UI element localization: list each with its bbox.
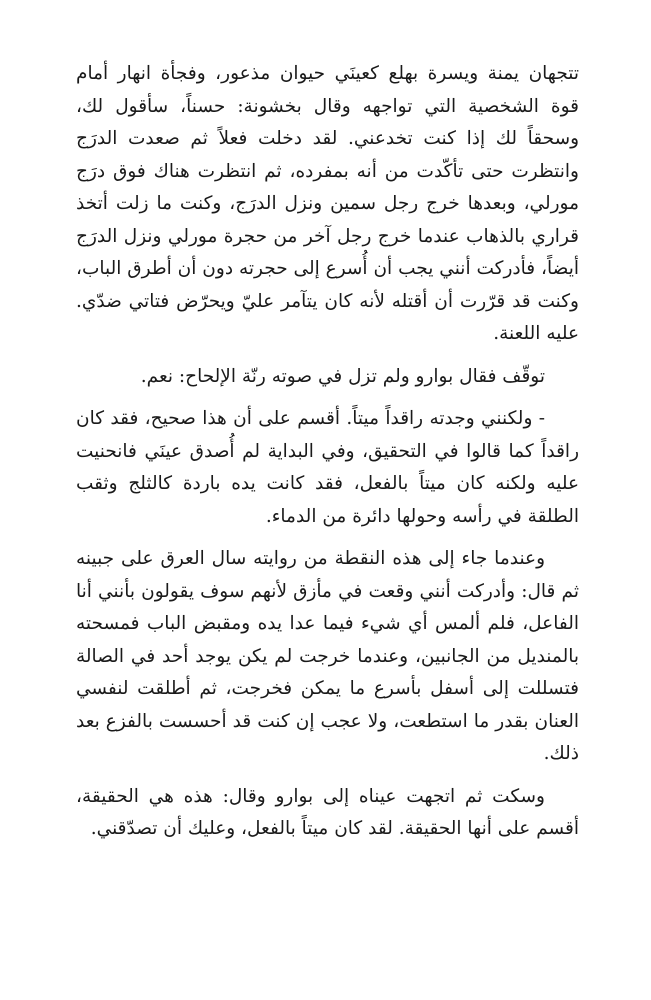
paragraph-5: وسكت ثم اتجهت عيناه إلى بوارو وقال: هذه هي الحقيقة، أقسم على أنها الحقيقة. لقد كان ميتاً بالفعل، وعليك أن تصدّقني. bbox=[76, 785, 579, 839]
paragraph-4: وعندما جاء إلى هذه النقطة من روايته سال العرق على جبينه ثم قال: وأدركت أنني وقعت في مأزق لأنهم سوف يقولون بأنني أنا الفاعل، فلم ألمس أي شيء فيما عدا يده ومقبض الباب فمسحته بالمنديل من الجانبين، وعندما خرجت لم يكن يوجد أحد في الصالة فتسللت إلى أسفل بأسرع ما يمكن فخرجت، ثم أطلقت لنفسي العنان بقدر ما استطعت، ولا عجب إن كنت قد أحسست بالفزع بعد ذلك. bbox=[76, 548, 579, 764]
paragraph-2: توقّف فقال بوارو ولم تزل في صوته رنّة الإلحاح: نعم. bbox=[140, 365, 545, 387]
paragraph-3: - ولكنني وجدته راقداً ميتاً. أقسم على أن هذا صحيح، فقد كان راقداً كما قالوا في التحقيق، وفي البداية لم أُصدق عينَي فانحنيت عليه ولكنه كان ميتاً بالفعل، فقد كانت يده باردة كالثلج وثقب الطلقة في رأسه وحولها دائرة من الدماء. bbox=[76, 408, 579, 527]
paragraph-1: تتجهان يمنة ويسرة بهلع كعينَي حيوان مذعور، وفجأة انهار أمام قوة الشخصية التي تواجهه وقال بخشونة: حسناً، سأقول لك، وسحقاً لك إذا كنت تخدعني. لقد دخلت فعلاً ثم صعدت الدرَج وانتظرت حتى تأكّدت من أنه بمفرده، ثم انتظرت هناك فوق درَج مورلي، وبعدها خرج رجل سمين ونزل الدرَج، وكنت ما زلت أتخذ قراري بالذهاب عندما خرج رجل آخر من حجرة مورلي ونزل الدرَج أيضاً، فأدركت أنني يجب أن أُسرع إلى حجرته دون أن أطرق الباب، وكنت قد قرّرت أن أقتله لأنه كان يتآمر عليّ ويحرّض فتاتي ضدّي. عليه اللعنة. bbox=[76, 63, 579, 344]
